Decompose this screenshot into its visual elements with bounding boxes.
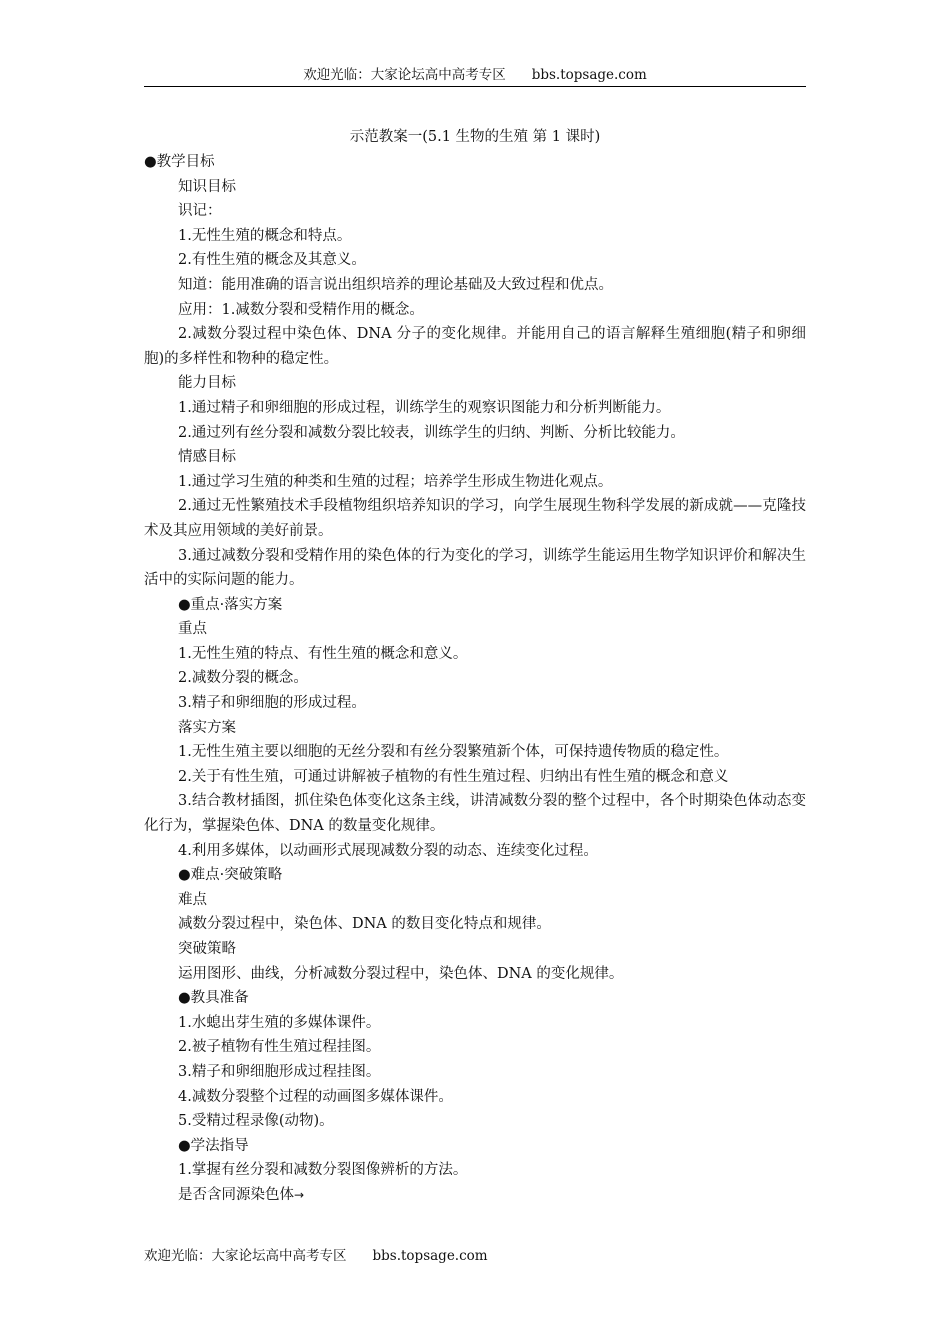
body-line: 4.利用多媒体，以动画形式展现减数分裂的动态、连续变化过程。 bbox=[178, 842, 598, 859]
body-line: 运用图形、曲线，分析减数分裂过程中，染色体、DNA 的变化规律。 bbox=[178, 965, 624, 982]
page-header bbox=[144, 66, 806, 84]
body-line: 1.通过精子和卵细胞的形成过程，训练学生的观察识图能力和分析判断能力。 bbox=[178, 399, 671, 416]
body-line: 1.无性生殖的概念和特点。 bbox=[178, 227, 352, 244]
body-line: 应用：1.减数分裂和受精作用的概念。 bbox=[178, 301, 424, 318]
body-line: 3.精子和卵细胞形成过程挂图。 bbox=[178, 1063, 381, 1080]
body-line: 1.通过学习生殖的种类和生殖的过程；培养学生形成生物进化观点。 bbox=[178, 473, 613, 490]
body-line: 1.无性生殖的特点、有性生殖的概念和意义。 bbox=[178, 645, 468, 662]
footer-url: bbs.topsage.com bbox=[372, 1248, 488, 1264]
body-line: 3.结合教材插图，抓住染色体变化这条主线，讲清减数分裂的整个过程中，各个时期染色体动态变化行为，掌握染色体、DNA 的数量变化规律。 bbox=[144, 793, 806, 835]
body-line: 2.被子植物有性生殖过程挂图。 bbox=[178, 1039, 381, 1056]
body-line: 2.通过列有丝分裂和减数分裂比较表，训练学生的归纳、判断、分析比较能力。 bbox=[178, 424, 685, 441]
header-url: bbs.topsage.com bbox=[531, 67, 647, 83]
page-footer bbox=[144, 1247, 488, 1265]
body-line: 难点 bbox=[178, 891, 207, 908]
document-body bbox=[144, 150, 806, 1208]
body-line: ●难点·突破策略 bbox=[178, 867, 283, 884]
body-line: 3.通过减数分裂和受精作用的染色体的行为变化的学习，训练学生能运用生物学知识评价和解决生活中的实际问题的能力。 bbox=[144, 547, 806, 589]
body-line: 能力目标 bbox=[178, 375, 236, 392]
body-line: ●教学目标 bbox=[144, 154, 215, 170]
body-line: 1.无性生殖主要以细胞的无丝分裂和有丝分裂繁殖新个体，可保持遗传物质的稳定性。 bbox=[178, 744, 729, 761]
body-line: 情感目标 bbox=[178, 449, 236, 466]
body-line: ●重点·落实方案 bbox=[178, 596, 283, 613]
body-line: ●学法指导 bbox=[178, 1137, 249, 1154]
body-line: ●教具准备 bbox=[178, 990, 249, 1007]
body-line: 重点 bbox=[178, 621, 207, 638]
body-line: 知道：能用准确的语言说出组织培养的理论基础及大致过程和优点。 bbox=[178, 276, 613, 293]
body-line: 2.通过无性繁殖技术手段植物组织培养知识的学习，向学生展现生物科学发展的新成就——克隆技术及其应用领域的美好前景。 bbox=[144, 498, 806, 539]
body-line: 2.减数分裂过程中染色体、DNA 分子的变化规律。并能用自己的语言解释生殖细胞(精子和卵细胞)的多样性和物种的稳定性。 bbox=[144, 326, 806, 367]
body-line: 1.水螅出芽生殖的多媒体课件。 bbox=[178, 1014, 381, 1031]
body-line: 3.精子和卵细胞的形成过程。 bbox=[178, 695, 366, 712]
body-line: 知识目标 bbox=[178, 178, 236, 195]
header-divider bbox=[144, 86, 806, 87]
footer-text: 欢迎光临：大家论坛高中高考专区 bbox=[144, 1248, 347, 1264]
body-line: 2.减数分裂的概念。 bbox=[178, 670, 308, 687]
body-line: 减数分裂过程中，染色体、DNA 的数目变化特点和规律。 bbox=[178, 916, 551, 933]
body-line: 2.有性生殖的概念及其意义。 bbox=[178, 252, 366, 269]
arrow-right-icon: → bbox=[294, 1187, 305, 1202]
body-line: 5.受精过程录像(动物)。 bbox=[178, 1113, 334, 1130]
body-lines bbox=[144, 150, 806, 1183]
last-line-text: 是否含同源染色体 bbox=[178, 1186, 294, 1203]
header-text: 欢迎光临：大家论坛高中高考专区 bbox=[303, 67, 506, 83]
body-line: 落实方案 bbox=[178, 719, 236, 736]
body-line: 突破策略 bbox=[178, 941, 236, 957]
body-line: 识记： bbox=[178, 203, 222, 220]
body-line: 2.关于有性生殖，可通过讲解被子植物的有性生殖过程、归纳出有性生殖的概念和意义 bbox=[178, 768, 729, 785]
body-line-last bbox=[144, 1183, 806, 1208]
body-line: 4.减数分裂整个过程的动画图多媒体课件。 bbox=[178, 1088, 453, 1105]
document-title: 示范教案一(5.1 生物的生殖 第 1 课时) bbox=[349, 129, 601, 145]
body-line: 1.掌握有丝分裂和减数分裂图像辨析的方法。 bbox=[178, 1162, 468, 1179]
